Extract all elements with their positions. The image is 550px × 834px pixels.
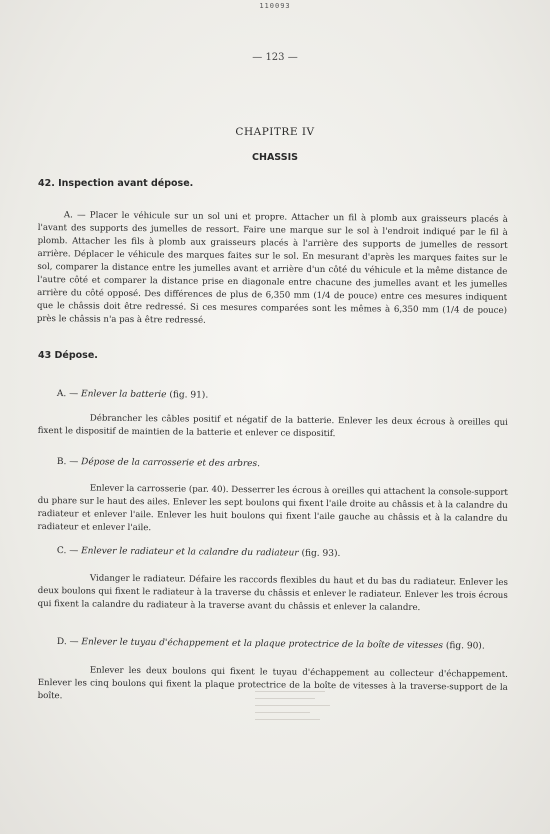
section-43-heading: 43 Dépose. <box>38 350 98 361</box>
item-b-text: Enlever la carrosserie (par. 40). Desserrer les écrous à oreilles qui attachent la console-support du phare sur le haut des ailes. Enlever les sept boulons qui fixent l'aile droite au châssis et à la calandre du radiateur et enlever l'aile. Enlever les huit boulons qui fixent l'aile gauche au châssis et à la calandre du radiateur et enlever l'aile. <box>37 483 508 534</box>
item-a-title-line <box>57 389 208 401</box>
item-d-fig-ref: (fig. 90). <box>445 641 485 652</box>
reference-number: 110093 <box>259 2 291 10</box>
bleed-through-marks <box>255 685 385 726</box>
item-a-letter: A. — <box>56 389 79 400</box>
item-b-letter: B. — <box>56 457 79 468</box>
item-c-title-line <box>57 546 340 559</box>
item-c-title: Enlever le radiateur et la calandre du radiateur <box>81 546 299 559</box>
item-d-title: Enlever le tuyau d'échappement et la plaque protectrice de la boîte de vitesses <box>81 637 444 652</box>
section-42-heading: 42. Inspection avant dépose. <box>38 178 194 189</box>
item-c-letter: C. — <box>56 546 79 557</box>
item-c-text: Vidanger le radiateur. Défaire les raccords flexibles du haut et du bas du radiateur. Enlever les deux boulons qui fixent le radiateur à la traverse du châssis et enlever le radiateur. Enlever les trois écrous qui fixent la calandre du radiateur à la traverse avant du châssis et enlever la calandre. <box>37 573 508 614</box>
section-42-paragraph-a: A. — Placer le véhicule sur un sol uni et propre. Attacher un fil à plomb aux graisseurs placés à l'avant des supports des jumelles de ressort. Faire une marque sur le sol à l'endroit indiqué par le fil à plomb. Attacher les fils à plomb aux graisseurs placés à l'arrière des supports de jumelles de ressort arrière. Déplacer le véhicule des marques faites sur le sol. En mesurant d'après les marques faites sur le sol, comparer la distance entre les jumelles avant et arrière d'un côté du véhicule et la même distance de l'autre côté et comparer la distance prise en diagonale entre chacune des jumelles avant et les jumelles arrière du côté opposé. Des différences de plus de 6,350 mm (1/4 de pouce) entre ces mesures indiquent que le châssis doit être redressé. Si ces mesures comparées sont les mêmes à 6,350 mm (1/4 de pouce) près le châssis n'a pas à être redressé. <box>36 210 508 326</box>
page-number: — 123 — <box>252 52 298 63</box>
item-c-fig-ref: (fig. 93). <box>301 548 341 559</box>
item-a-fig-ref: (fig. 91). <box>169 390 209 401</box>
item-d-title-line <box>57 637 485 651</box>
item-a-text: Débrancher les câbles positif et négatif de la batterie. Enlever les deux écrous à oreilles qui fixent le dispositif de maintien de la batterie et enlever ce dispositif. <box>37 413 508 440</box>
item-d-letter: D. — <box>56 637 79 648</box>
item-b-title: Dépose de la carrosserie et des arbres. <box>81 457 261 470</box>
item-d-text: Enlever les deux boulons qui fixent le tuyau d'échappement au collecteur d'échappement. Enlever les cinq boulons qui fixent la plaque protectrice de la boîte de vitesses à la traverse-support de la boîte. <box>37 665 508 702</box>
chapter-title: CHAPITRE IV <box>235 126 315 138</box>
chapter-subtitle: CHASSIS <box>252 152 298 163</box>
item-b-title-line <box>57 457 260 469</box>
item-a-title: Enlever la batterie <box>81 389 167 401</box>
